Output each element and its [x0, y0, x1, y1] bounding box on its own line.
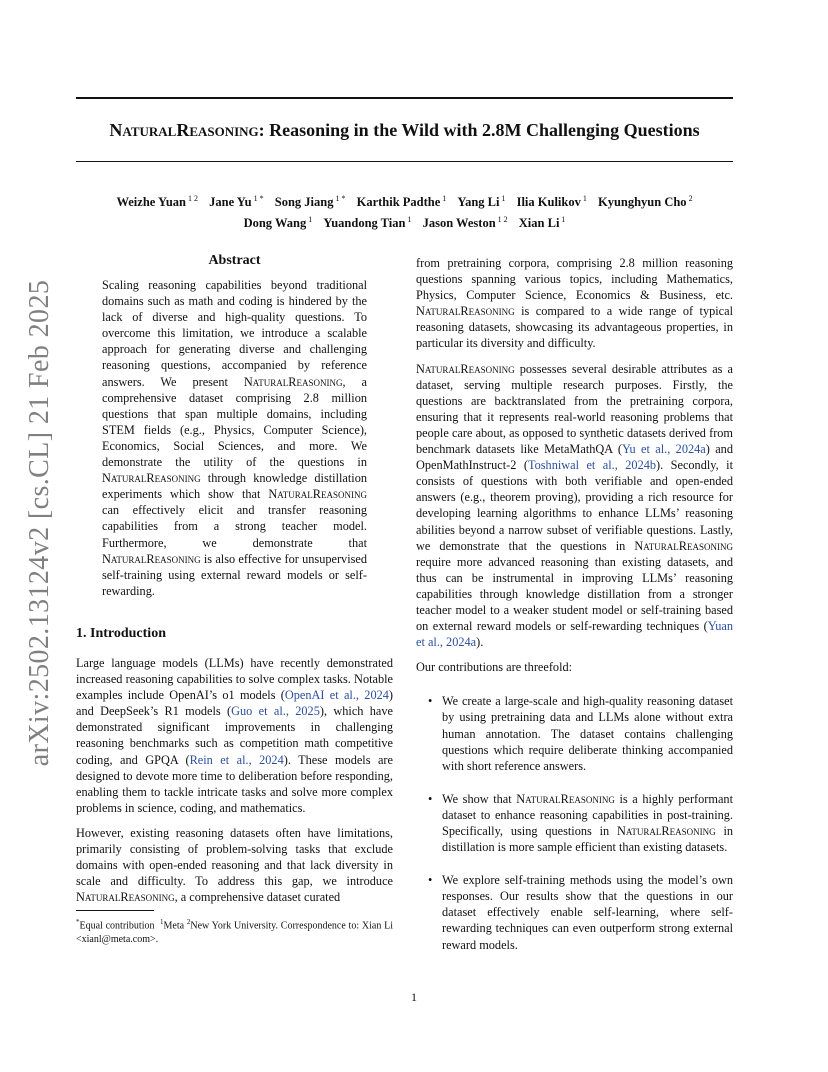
arxiv-sidebar-stamp	[16, 279, 64, 767]
paper-title	[76, 118, 733, 142]
author: Dong Wang $^1$	[243, 215, 313, 231]
section-heading-introduction: 1. Introduction	[76, 626, 166, 641]
list-item: • We show that NaturalReasoning is a highly performant dataset to enhance reasoning capabilities in post-training. Specifically, using questions in NaturalReasoning in distillation is more sample efficient than existing datasets.	[416, 791, 733, 855]
title-rest: : Reasoning in the Wild with 2.8M Challenging Questions	[258, 120, 700, 140]
title-rule-top	[76, 97, 733, 99]
abstract-paragraph: Scaling reasoning capabilities beyond traditional domains such as math and coding is hindered by the lack of diverse and high-quality questions. To overcome this limitation, we introduce a scalable approach for generating diverse and challenging reasoning questions, accompanied by reference answers. We present NaturalReasoning, a comprehensive dataset comprising 2.8 million questions that span multiple domains, including STEM fields (e.g., Physics, Computer Science), Economics, Social Sciences, and more. We demonstrate the utility of the questions in NaturalReasoning through knowledge distillation experiments which show that NaturalReasoning can effectively elicit and transfer reasoning capabilities from a strong teacher model. Furthermore, we demonstrate that NaturalReasoning is also effective for unsupervised self-training using external reward models or self-rewarding.	[102, 278, 368, 598]
citation-link[interactable]: Yu et al., 2024a	[621, 442, 706, 457]
author: Yang Li $^1$	[457, 194, 506, 210]
author-list	[76, 190, 733, 232]
intro-paragraph-3: from pretraining corpora, comprising 2.8 million reasoning questions spanning various topics, including Mathematics, Physics, Computer Science, Economics & Business, etc. NaturalReasoning is compared to a wide range of typical reasoning datasets, showcasing its advantageous properties, in particular its diversity and difficulty.	[416, 256, 733, 351]
author: Yuandong Tian $^1$	[323, 215, 412, 231]
author: Jason Weston $^{1 2}$	[422, 215, 508, 231]
footnote-rule	[76, 910, 154, 911]
citation-link[interactable]: Yuan et al., 2024a	[416, 619, 733, 650]
list-item: • We create a large-scale and high-quality reasoning dataset by using pretraining data and LLMs alone without extra human annotation. The dataset contains challenging questions which require deliberate thinking accompanied with short reference answers.	[416, 693, 733, 773]
citation-link[interactable]: Toshniwal et al., 2024b	[527, 458, 657, 473]
arxiv-id: arXiv:2502.13124v2 [cs.CL] 21 Feb 2025	[24, 279, 55, 767]
intro-paragraph-2: However, existing reasoning datasets often have limitations, primarily consisting of problem-solving tasks that exclude domains with open-ended reasoning and that lack diversity in scale and difficulty. To address this gap, we introduce NaturalReasoning, a comprehensive dataset curated	[76, 825, 393, 905]
right-column-body	[416, 255, 733, 953]
author: Karthik Padthe $^1$	[356, 194, 447, 210]
left-column-body	[76, 655, 393, 905]
author: Kyunghyun Cho $^2$	[597, 194, 693, 210]
citation-link[interactable]: Guo et al., 2025	[231, 704, 320, 719]
abstract-heading: Abstract	[208, 253, 261, 268]
author: Weizhe Yuan $^{1 2}$	[116, 194, 199, 210]
list-item: • We explore self-training methods using the model’s own responses. Our results show that the questions in our dataset effectively enable self-learning, where self-rewarding techniques can even outperform strong external reward models.	[416, 872, 733, 952]
author: Xian Li $^1$	[518, 215, 566, 231]
contributions-intro: Our contributions are threefold:	[416, 660, 573, 675]
intro-paragraph-1: Large language models (LLMs) have recently demonstrated increased reasoning capabilities to solve complex tasks. Notable examples include OpenAI’s o1 models (OpenAI et al., 2024) and DeepSeek’s R1 models (Guo et al., 2025), which have demonstrated significant improvements in challenging reasoning benchmarks such as competition math competitive coding, and GPQA (Rein et al., 2024). These models are designed to devote more time to deliberation before responding, enabling them to tackle intricate tasks and solve more complex problems in science, coding, and mathematics.	[76, 656, 393, 815]
footnote: *Equal contribution $^1$Meta $^2$New York University. Correspondence to: Xian Li <xianl@meta.com>.	[76, 918, 393, 946]
dataset-name: NaturalReasoning	[109, 120, 259, 140]
title-rule-bottom	[76, 161, 733, 162]
page-number: 1	[411, 990, 417, 1004]
citation-link[interactable]: Rein et al., 2024	[189, 752, 284, 767]
author: Ilia Kulikov $^1$	[516, 194, 587, 210]
contributions-list	[416, 693, 733, 952]
intro-paragraph-4: NaturalReasoning possesses several desirable attributes as a dataset, serving multiple research purposes. Firstly, the questions are backtranslated from the pretraining corpora, ensuring that it represents real-world reasoning problems that people care about, as opposed to synthetic datasets derived from benchmark datasets like MetaMathQA (Yu et al., 2024a) and OpenMathInstruct-2 (Toshniwal et al., 2024b). Secondly, it consists of questions with both verifiable and open-ended answers (e.g., theorem proving), providing a rich resource for developing learning algorithms to enhance LLMs’ reasoning abilities beyond a narrow subset of verifiable questions. Lastly, we demonstrate that the questions in NaturalReasoning require more advanced reasoning than existing datasets, and thus can be instrumental in improving LLMs’ reasoning capabilities through knowledge distillation from a stronger teacher model to a weaker student model or self-training based on external reward models or self-rewarding techniques (Yuan et al., 2024a).	[416, 361, 733, 650]
abstract-body	[102, 277, 367, 599]
citation-link[interactable]: OpenAI et al., 2024	[284, 688, 389, 703]
author: Jane Yu $^{1 *}$	[209, 194, 264, 210]
author: Song Jiang $^{1 *}$	[274, 194, 346, 210]
